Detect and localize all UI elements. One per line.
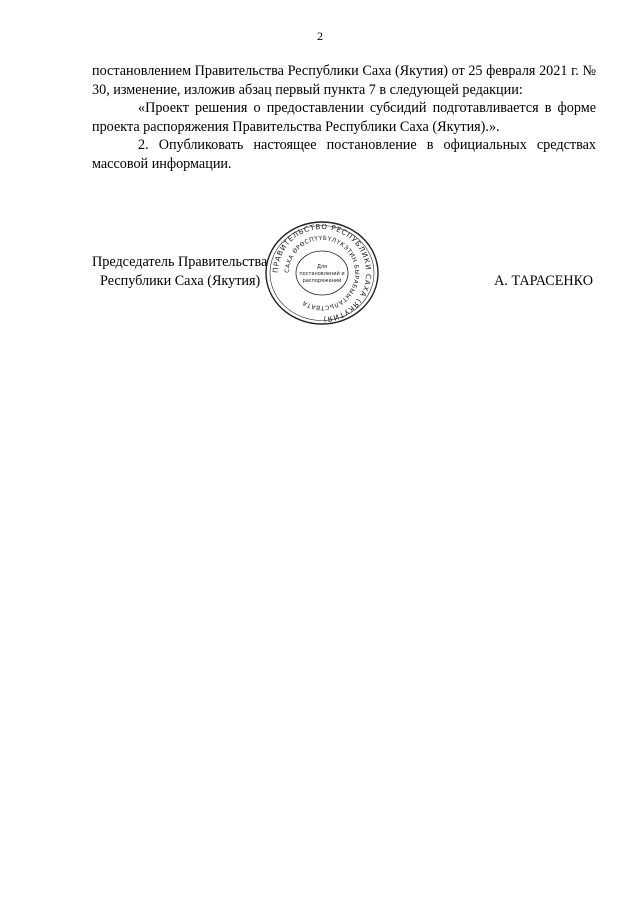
signatory-name: А. ТАРАСЕНКО	[494, 273, 593, 289]
seal-inner-text: САХА ӨРӨСПҮҮБҮЛҮКЭТИН БЫРАБЫЫТАЛЬСТВАТА	[283, 234, 361, 312]
body-text	[92, 62, 596, 174]
signatory-title-line2: Республики Саха (Якутия)	[100, 273, 261, 289]
seal-outer-text: ПРАВИТЕЛЬСТВО РЕСПУБЛИКИ САХА (ЯКУТИЯ)	[270, 221, 374, 325]
official-seal	[263, 220, 381, 326]
paragraph-quote: «Проект решения о предоставлении субсидий подготавливается в форме проекта распоряжения Правительства Республики Саха (Якутия).».	[92, 100, 596, 135]
seal-center-line2: постановлений и	[299, 271, 345, 277]
paragraph-publish: 2. Опубликовать настоящее постановление в официальных средствах массовой информации.	[92, 137, 596, 172]
seal-center-line1: Для	[316, 264, 328, 270]
signatory-title-line1: Председатель Правительства	[92, 254, 268, 270]
page-number: 2	[317, 29, 323, 43]
seal-stamp-icon	[263, 220, 381, 326]
seal-center-line3: распоряжений	[302, 278, 342, 284]
paragraph-continuation: постановлением Правительства Республики Саха (Якутия) от 25 февраля 2021 г. № 30, изменение, изложив абзац первый пункта 7 в следующей редакции:	[92, 63, 596, 98]
